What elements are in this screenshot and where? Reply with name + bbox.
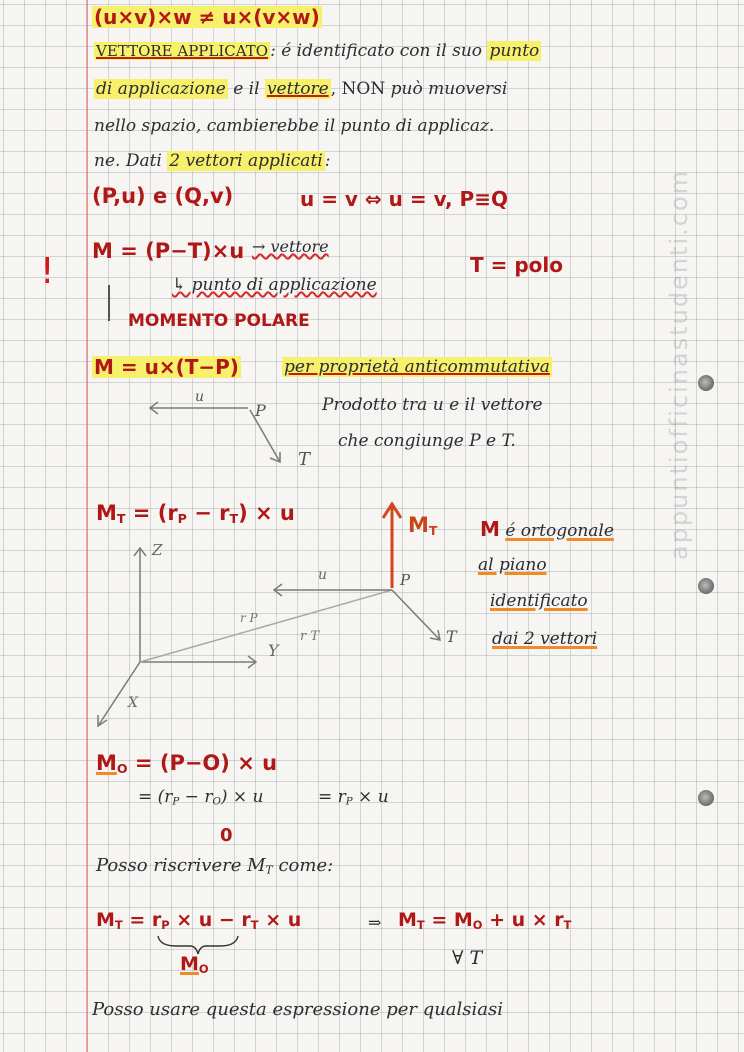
subscript: O (212, 796, 221, 808)
punto-highlight: punto (489, 41, 540, 61)
text: M (96, 751, 117, 775)
text: = (P−O) × u (127, 751, 278, 775)
for-all-t: ∀ T (452, 947, 483, 969)
text: → vettore (252, 237, 329, 256)
subscript: O (116, 761, 128, 777)
subscript: O (198, 961, 209, 976)
subscript: T (229, 511, 239, 527)
moment-formula: M = (P−T)×u (92, 239, 245, 263)
x-axis-label: X (128, 695, 138, 711)
y-axis-label: Y (268, 641, 279, 660)
anticommutative-formula: M = u×(T−P) (94, 355, 239, 379)
subscript: T (250, 917, 259, 932)
text: può muoversi (385, 79, 508, 99)
text: × u (352, 787, 389, 807)
diagram2-u-label: u (318, 567, 328, 583)
margin-exclamation: ! (40, 251, 55, 292)
vettore-highlight: vettore (266, 79, 329, 99)
two-vectors-highlight: 2 vettori applicati (169, 151, 323, 171)
subscript: P (177, 511, 187, 527)
text: M (96, 909, 115, 931)
product-explanation-1: Prodotto tra u e il vettore (322, 395, 543, 415)
subscript: P (172, 796, 180, 808)
text: × u (258, 909, 302, 931)
text: dai 2 vettori (492, 629, 598, 649)
text: = M (424, 909, 473, 931)
watermark: appuntiofficinastudenti.com (665, 168, 693, 560)
subscript: T (265, 863, 273, 877)
polo-label: T = polo (470, 253, 563, 277)
text: = (r (125, 501, 178, 525)
definition-line-3: nello spazio, cambierebbe il punto di applicaz. (94, 116, 495, 136)
text: ne. Dati (94, 151, 168, 171)
subscript: T (416, 917, 425, 932)
mo-symbol (180, 953, 209, 975)
text: Posso riscrivere M (96, 855, 266, 876)
text: come: (272, 855, 334, 876)
vettore-applicato-term: VETTORE APPLICATO (96, 42, 269, 60)
momento-polare-label: MOMENTO POLARE (128, 311, 310, 331)
text: al piano (478, 555, 547, 575)
vector-equality: u = v ⇔ u = v, P≡Q (300, 187, 508, 211)
subscript: T (116, 511, 126, 527)
text: : (324, 151, 331, 171)
closing-note: Posso usare questa espressione per qualsiasi (92, 999, 504, 1020)
title-formula: (u×v)×w ≠ u×(v×w) (94, 5, 320, 29)
text: M (180, 953, 199, 975)
diagram2-p-label: P (400, 571, 411, 589)
text: per proprietà anticommutativa (284, 357, 550, 377)
rp-label: r P (240, 611, 258, 625)
text: − r (186, 501, 230, 525)
subscript: T (428, 523, 438, 539)
text: ) × u (238, 501, 295, 525)
text: M (398, 909, 417, 931)
underbrace-mo (180, 954, 209, 975)
text: × u − r (169, 909, 251, 931)
subscript: P (345, 796, 353, 808)
m-symbol: M (480, 517, 500, 541)
subscript: T (114, 917, 123, 932)
text: = r (122, 909, 162, 931)
rt-label: r T (300, 629, 320, 644)
text: identificato (490, 591, 588, 611)
text: ) × u (220, 787, 264, 807)
z-axis-label: Z (152, 541, 163, 559)
text: M (408, 513, 429, 537)
text: M (96, 501, 117, 525)
diagram2-t-label: T (446, 627, 457, 646)
applied-vectors-pair: (P,u) e (Q,v) (92, 184, 234, 208)
diagram1-u-label: u (195, 389, 205, 405)
text: ↳ punto di applicazione (172, 275, 377, 295)
subscript: T (563, 917, 572, 932)
text: = r (318, 787, 346, 807)
definition-text: : é identificato con il suo (270, 41, 488, 61)
diagram1-t-label: T (298, 449, 311, 470)
implies-arrow: ⇒ (368, 913, 382, 932)
non-text: , NON (330, 79, 386, 99)
text: = (r (138, 787, 173, 807)
applicazione-highlight: di applicazione (96, 79, 226, 99)
text: − r (179, 787, 213, 807)
product-explanation-2: che congiunge P e T. (338, 431, 516, 451)
text: é ortogonale (505, 521, 614, 541)
diagram1-p-label: P (255, 401, 266, 420)
text: e il (227, 79, 265, 99)
subscript: O (472, 917, 483, 932)
text: + u × r (482, 909, 564, 931)
origin-zero: 0 (220, 825, 233, 846)
subscript: P (161, 917, 170, 932)
